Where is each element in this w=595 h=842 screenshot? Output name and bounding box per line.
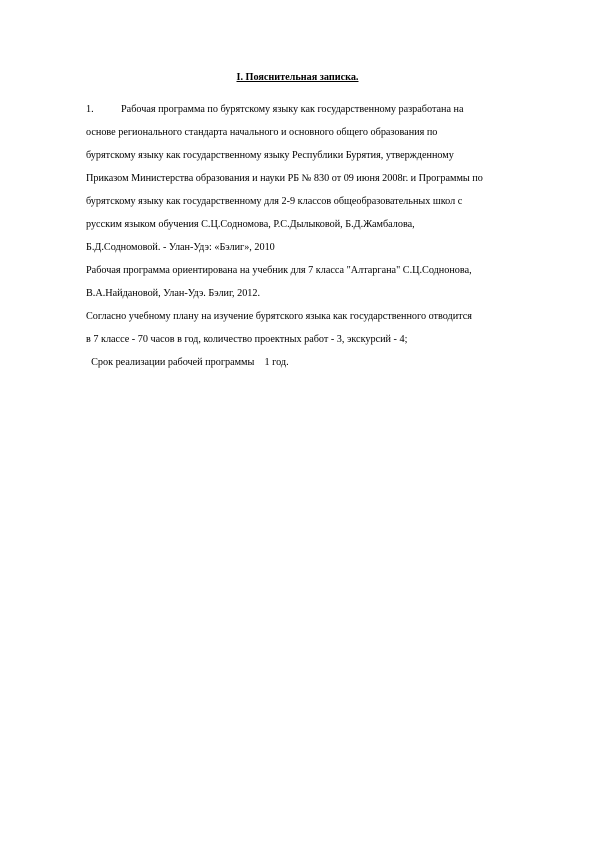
paragraph-line-1 xyxy=(86,104,464,116)
line-text-1: Рабочая программа по бурятскому языку как государственному разработана на xyxy=(121,104,464,115)
paragraph-line-12: Срок реализации рабочей программы 1 год. xyxy=(86,357,289,368)
paragraph-line-7: Б.Д.Содномовой. - Улан-Удэ: «Бэлиг», 2010 xyxy=(86,242,275,253)
paragraph-line-8: Рабочая программа ориентирована на учебник для 7 класса "Алтаргана" С.Ц.Соднонова, xyxy=(86,265,472,276)
paragraph-line-10: Согласно учебному плану на изучение бурятского языка как государственного отводится xyxy=(86,311,472,322)
paragraph-line-5: бурятскому языку как государственному для 2-9 классов общеобразовательных школ с xyxy=(86,196,463,207)
item-number: 1. xyxy=(86,104,94,115)
document-title: I. Пояснительная записка. xyxy=(236,72,359,83)
paragraph-line-4: Приказом Министерства образования и науки РБ № 830 от 09 июня 2008г. и Программы по xyxy=(86,173,483,184)
paragraph-line-11: в 7 классе - 70 часов в год, количество проектных работ - 3, экскурсий - 4; xyxy=(86,334,408,345)
paragraph-line-9: В.А.Найдановой, Улан-Удэ. Бэлиг, 2012. xyxy=(86,288,261,299)
paragraph-line-3: бурятскому языку как государственному языку Республики Бурятия, утвержденному xyxy=(86,150,454,161)
paragraph-line-2: основе регионального стандарта начального и основного общего образования по xyxy=(86,127,438,138)
paragraph-line-6: русским языком обучения С.Ц.Содномова, Р.С.Дылыковой, Б.Д.Жамбалова, xyxy=(86,219,415,230)
